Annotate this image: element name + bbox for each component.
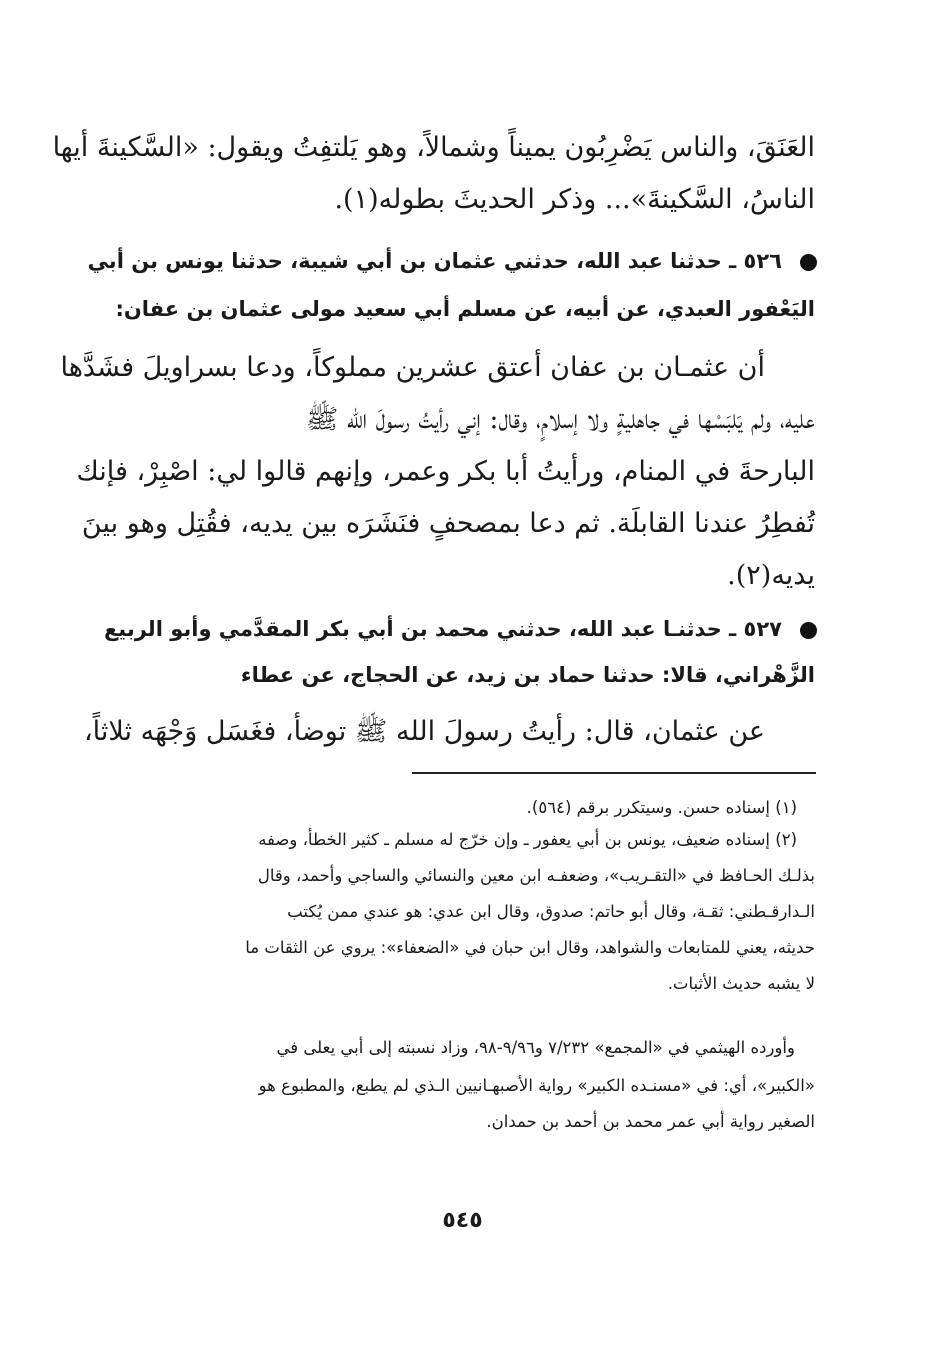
isnad-text: ٥٢٦ ـ حدثنا عبد الله، حدثني عثمان بن أبي شيبة، حدثنا يونس بن أبي <box>87 249 782 273</box>
footnote-divider <box>412 772 816 774</box>
page-number: ٥٤٥ <box>442 1208 483 1233</box>
footnote-2-line: الـدارقـطني: ثقـة، وقال أبو حاتم: صدوق، وقال ابن عدي: هو عندي ممن يُكتب <box>287 902 815 921</box>
footnote-2-line: لا يشبه حديث الأثبات. <box>667 974 815 993</box>
hadith-526-matn-line: عليه، ولم يَلبَسْها في جاهليةٍ ولا إسلامٍ، وقال: إني رأيتُ رسولَ الله ﷺ <box>305 404 815 435</box>
hadith-527-matn-line: عن عثمان، قال: رأيتُ رسولَ الله ﷺ توضأ، فغَسَل وَجْهَه ثلاثاً، <box>83 716 765 747</box>
hadith-526-isnad-line <box>88 244 817 278</box>
bullet-icon <box>800 622 817 639</box>
hadith-526-matn-line: أن عثمـان بن عفان أعتق عشرين مملوكاً، ودعا بسراويلَ فشَدَّها <box>60 352 765 383</box>
footnote-2-line: حديثه، يعني للمتابعات والشواهد، وقال ابن حبان في «الضعفاء»: يروي عن الثقات ما <box>245 938 815 957</box>
body-line: الناسُ، السَّكينةَ»... وذكر الحديثَ بطوله(١). <box>334 184 815 215</box>
body-line: العَنَقَ، والناس يَضْرِبُون يميناً وشمالاً، وهو يَلتفِتُ ويقول: «السَّكينةَ أيها <box>52 132 815 163</box>
footnote-3-line: وأورده الهيثمي في «المجمع» ٧/٢٣٢ و٩/٩٦-٩٨، وزاد نسبته إلى أبي يعلى في <box>276 1038 795 1057</box>
footnote-2-line: بذلـك الحـافظ في «التقـريب»، وضعفـه ابن معين والنسائي والساجي وأحمد، وقال <box>257 866 815 885</box>
hadith-526-matn-line: البارحةَ في المنام، ورأيتُ أبا بكر وعمر، وإنهم قالوا لي: اصْبِرْ، فإنك <box>76 456 815 487</box>
hadith-527-isnad-line: الزَّهْراني، قالا: حدثنا حماد بن زيد، عن الحجاج، عن عطاء <box>240 663 815 687</box>
footnote-3-line: الصغير رواية أبي عمر محمد بن أحمد بن حمدان. <box>486 1112 815 1131</box>
footnote-3-line: «الكبير»، أي: في «مسنـده الكبير» رواية الأصبهـانيين الـذي لم يطبع، والمطبوع هو <box>258 1076 815 1095</box>
isnad-text: ٥٢٧ ـ حدثنـا عبد الله، حدثني محمد بن أبي بكر المقدَّمي وأبو الربيع <box>103 617 782 641</box>
footnote-2-line: (٢) إسناده ضعيف، يونس بن أبي يعفور ـ وإن خرّج له مسلم ـ كثير الخطأ، وصفه <box>258 830 797 849</box>
bullet-icon <box>800 254 817 271</box>
hadith-526-matn-line: يديه(٢). <box>727 560 815 591</box>
hadith-526-matn-line: تُفطِرُ عندنا القابلَة. ثم دعا بمصحفٍ فنَشَرَه بين يديه، فقُتِل وهو بينَ <box>81 508 815 539</box>
footnote-1: (١) إسناده حسن. وسيتكرر برقم (٥٦٤). <box>526 798 797 817</box>
hadith-526-isnad-line: اليَعْفور العبدي، عن أبيه، عن مسلم أبي سعيد مولى عثمان بن عفان: <box>115 297 815 321</box>
hadith-527-isnad-line <box>104 612 817 646</box>
